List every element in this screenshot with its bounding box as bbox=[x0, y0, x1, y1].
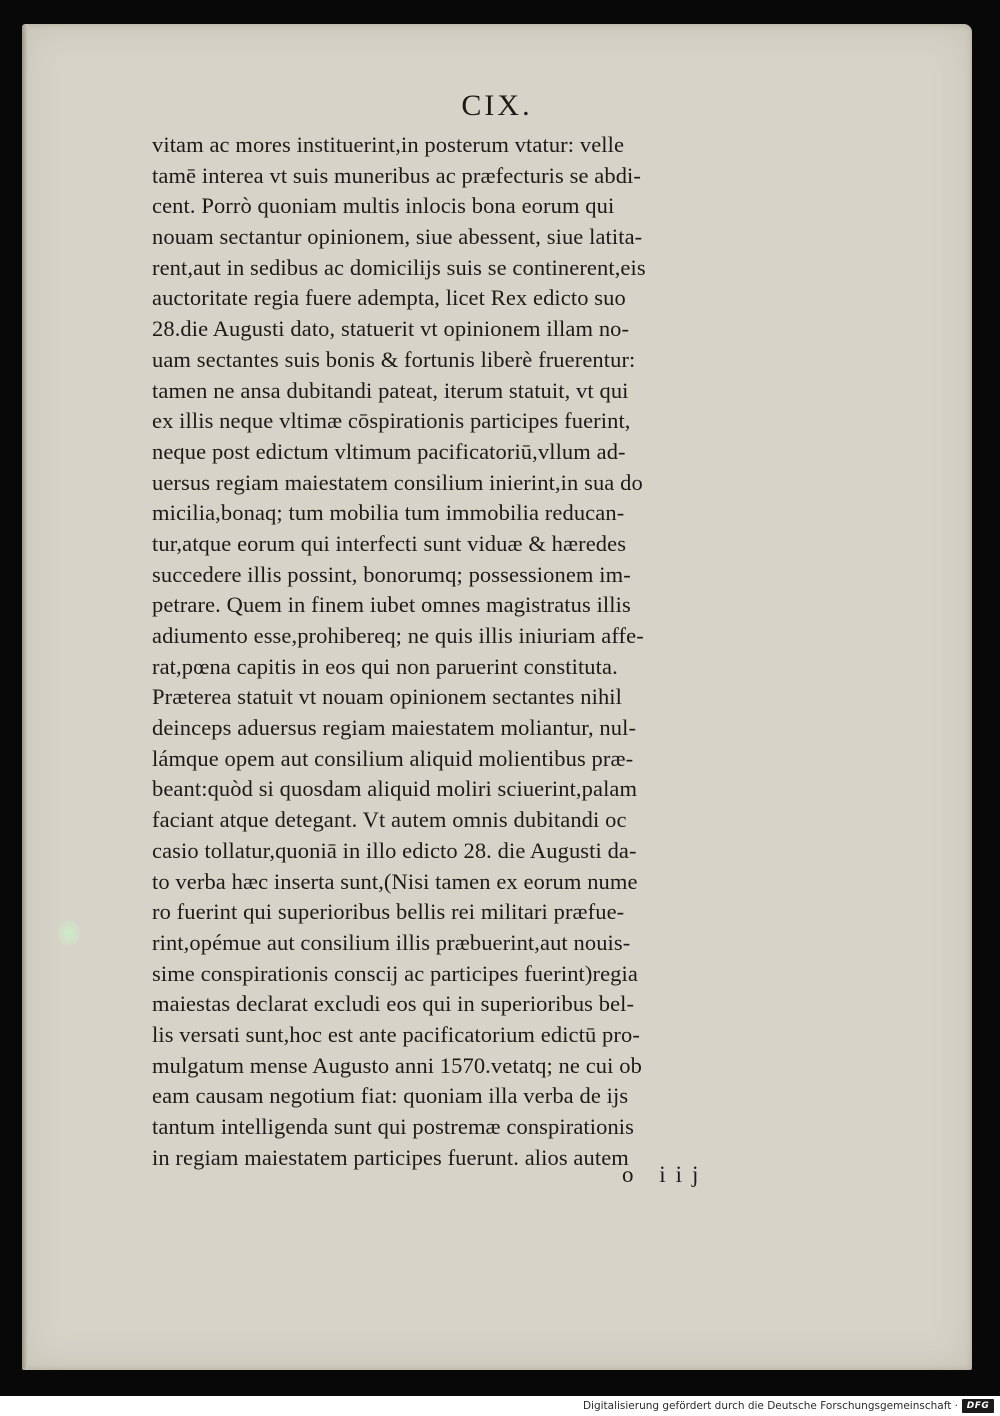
text-line: lis versati sunt,hoc est ante pacificatorium edictū pro- bbox=[152, 1021, 640, 1047]
text-line: ex illis neque vltimæ cōspirationis participes fuerint, bbox=[152, 408, 631, 434]
text-line: succedere illis possint, bonorumq; possessionem im- bbox=[152, 561, 631, 587]
scan-light-blemish bbox=[58, 920, 80, 946]
text-line: to verba hæc inserta sunt,(Nisi tamen ex eorum nume bbox=[152, 868, 638, 894]
text-line: petrare. Quem in finem iubet omnes magistratus illis bbox=[152, 592, 631, 618]
text-line: rent,aut in sedibus ac domicilijs suis se continerent,eis bbox=[152, 254, 646, 280]
dfg-logo-icon: DFG bbox=[962, 1399, 994, 1413]
text-line: deinceps aduersus regiam maiestatem moliantur, nul- bbox=[152, 715, 637, 741]
text-line: nouam sectantur opinionem, siue abessent, siue latita- bbox=[152, 224, 643, 250]
text-line: vitam ac mores instituerint,in posterum vtatur: velle bbox=[152, 132, 625, 157]
text-line: micilia,bonaq; tum mobilia tum immobilia reducan- bbox=[152, 500, 625, 526]
text-line: casio tollatur,quoniā in illo edicto 28. die Augusti da- bbox=[152, 837, 637, 863]
page-header: CIX. bbox=[461, 89, 533, 122]
text-line: mulgatum mense Augusto anni 1570.vetatq; ne cui ob bbox=[152, 1052, 642, 1078]
text-line: faciant atque detegant. Vt autem omnis dubitandi oc bbox=[152, 807, 627, 833]
text-line: neque post edictum vltimum pacificatoriū,vllum ad- bbox=[152, 438, 626, 464]
text-line: adiumento esse,prohibereq; ne quis illis iniuriam affe- bbox=[152, 623, 644, 648]
page-body bbox=[152, 130, 797, 1173]
text-line: sime conspirationis conscij ac participes fuerint)regia bbox=[152, 960, 638, 986]
text-line: tamen ne ansa dubitandi pateat, iterum statuit, vt qui bbox=[152, 377, 629, 403]
funding-credit: Digitalisierung gefördert durch die Deutsche Forschungsgemeinschaft · bbox=[582, 1400, 958, 1412]
text-line: ro fuerint qui superioribus bellis rei militari præfue- bbox=[152, 899, 625, 925]
text-line: in regiam maiestatem participes fuerunt. alios autem bbox=[152, 1144, 629, 1170]
text-line: Præterea statuit vt nouam opinionem sectantes nihil bbox=[152, 684, 623, 710]
text-line: lámque opem aut consilium aliquid molientibus præ- bbox=[152, 745, 634, 771]
signature-mark: o iij bbox=[622, 1162, 709, 1187]
text-line: uersus regiam maiestatem consilium inierint,in sua do bbox=[152, 469, 643, 495]
text-line: rint,opémue aut consilium illis præbuerint,aut nouis- bbox=[152, 929, 631, 955]
text-line: eam causam negotium fiat: quoniam illa verba de ijs bbox=[152, 1083, 629, 1109]
footer-bar bbox=[0, 1396, 1000, 1416]
text-line: beant:quòd si quosdam aliquid moliri sciuerint,palam bbox=[152, 776, 638, 802]
text-line: tur,atque eorum qui interfecti sunt viduæ & hæredes bbox=[152, 530, 627, 556]
text-line: 28.die Augusti dato, statuerit vt opinionem illam no- bbox=[152, 316, 630, 342]
page-edge bbox=[22, 24, 28, 1370]
text-line: maiestas declarat excludi eos qui in superioribus bel- bbox=[152, 991, 635, 1017]
text-line: tantum intelligenda sunt qui postremæ conspirationis bbox=[152, 1114, 635, 1139]
text-line: uam sectantes suis bonis & fortunis liberè fruerentur: bbox=[152, 346, 636, 372]
text-line: tamē interea vt suis muneribus ac præfecturis se abdi- bbox=[152, 162, 641, 188]
text-line: rat,pœna capitis in eos qui non paruerint constituta. bbox=[152, 653, 618, 679]
book-page bbox=[22, 24, 972, 1370]
text-line: cent. Porrò quoniam multis inlocis bona eorum qui bbox=[152, 193, 615, 219]
text-line: auctoritate regia fuere adempta, licet Rex edicto suo bbox=[152, 285, 626, 311]
